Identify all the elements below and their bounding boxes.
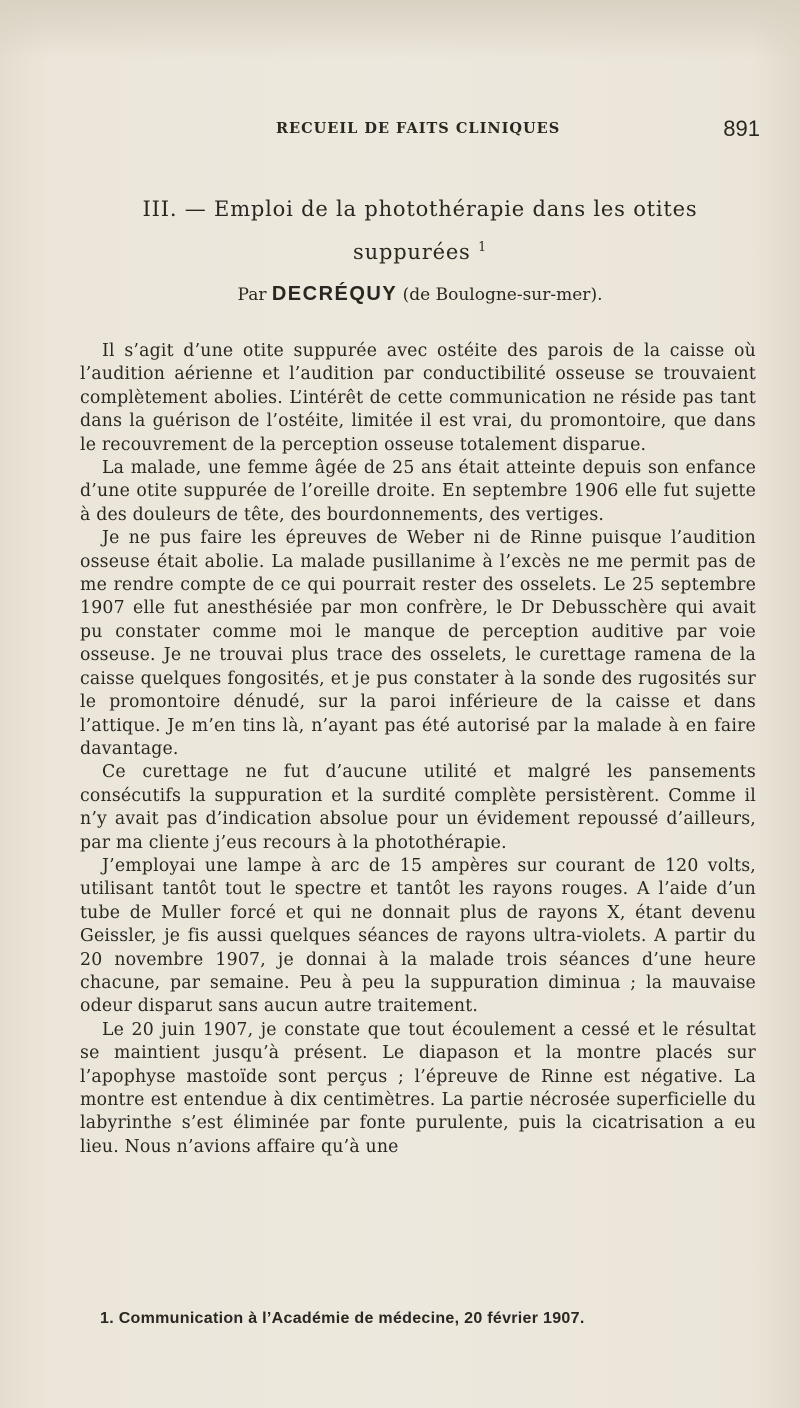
author-affiliation: (de Boulogne-sur-mer). bbox=[402, 285, 603, 305]
paragraph: Le 20 juin 1907, je constate que tout écoulement a cessé et le résultat se maintient jusqu’à présent. Le diapason et la montre placés sur l’apophyse mastoïde sont perçus ; l’épreuve de Rinne est négative. La montre est entendue à dix centimètres. La partie nécrosée superficielle du labyrinthe s’est éliminée par fonte purulente, puis la cicatrisation a eu lieu. Nous n’avions affaire qu’à une bbox=[80, 1019, 756, 1157]
author-prefix: Par bbox=[237, 285, 267, 305]
paragraph: J’employai une lampe à arc de 15 ampères sur courant de 120 volts, utilisant tantôt tout le spectre et tantôt les rayons rouges. A l’aide d’un tube de Muller forcé et qui ne donnait plus de rayons X, étant devenu Geissler, je fis aussi quelques séances de rayons ultra-violets. A partir du 20 novembre 1907, je donnai à la malade trois séances d’une heure chacune, par semaine. Peu à peu la suppuration diminua ; la mauvaise odeur disparut sans aucun autre traitement. bbox=[80, 855, 756, 1017]
title-line-1: III. — Emploi de la photothérapie dans les otites bbox=[142, 197, 698, 221]
paragraph: Il s’agit d’une otite suppurée avec ostéite des parois de la caisse où l’audition aérienne et l’audition par conductibilité osseuse se trouvaient complètement abolies. L’intérêt de cette communication ne réside pas tant dans la guérison de l’ostéite, limitée il est vrai, du promontoire, que dans le recouvrement de la perception osseuse totalement disparue. bbox=[80, 341, 756, 455]
scan-shadow bbox=[0, 0, 800, 60]
article-title bbox=[80, 190, 760, 271]
author-name: DECRÉQUY bbox=[271, 283, 398, 305]
page-number: 891 bbox=[723, 116, 760, 141]
paragraph: La malade, une femme âgée de 25 ans était atteinte depuis son enfance d’une otite suppurée de l’oreille droite. En septembre 1906 elle fut sujette à des douleurs de tête, des bourdonnements, des vertiges. bbox=[80, 458, 756, 525]
paragraph: Je ne pus faire les épreuves de Weber ni de Rinne puisque l’audition osseuse était abolie. La malade pusillanime à l’excès ne me permit pas de me rendre compte de ce qui pourrait rester des osselets. Le 25 septembre 1907 elle fut anesthésiée par mon confrère, le Dr Debusschère qui avait pu constater comme moi le manque de perception auditive par voie osseuse. Je ne trouvai plus trace des osselets, le curettage ramena de la caisse quelques fongosités, et je pus constater à la sonde des rugosités sur le promontoire dénudé, sur la paroi inférieure de la caisse et dans l’attique. Je m’en tins là, n’ayant pas été autorisé par la malade à en faire davantage. bbox=[80, 528, 756, 759]
running-header bbox=[80, 116, 760, 146]
paragraph: Ce curettage ne fut d’aucune utilité et malgré les pansements consécutifs la suppuration et la surdité complète persistèrent. Comme il n’y avait pas d’indication absolue pour un évidement repoussé d’ailleurs, par ma cliente j’eus recours à la photothérapie. bbox=[80, 762, 756, 853]
author-line bbox=[80, 283, 760, 306]
footnote: 1. Communication à l’Académie de médecine, 20 février 1907. bbox=[100, 1310, 585, 1327]
footnote-marker: 1 bbox=[478, 239, 487, 254]
title-line-2: suppurées bbox=[353, 240, 471, 264]
running-title: RECUEIL DE FAITS CLINIQUES bbox=[276, 120, 561, 137]
article-body bbox=[80, 340, 756, 1159]
